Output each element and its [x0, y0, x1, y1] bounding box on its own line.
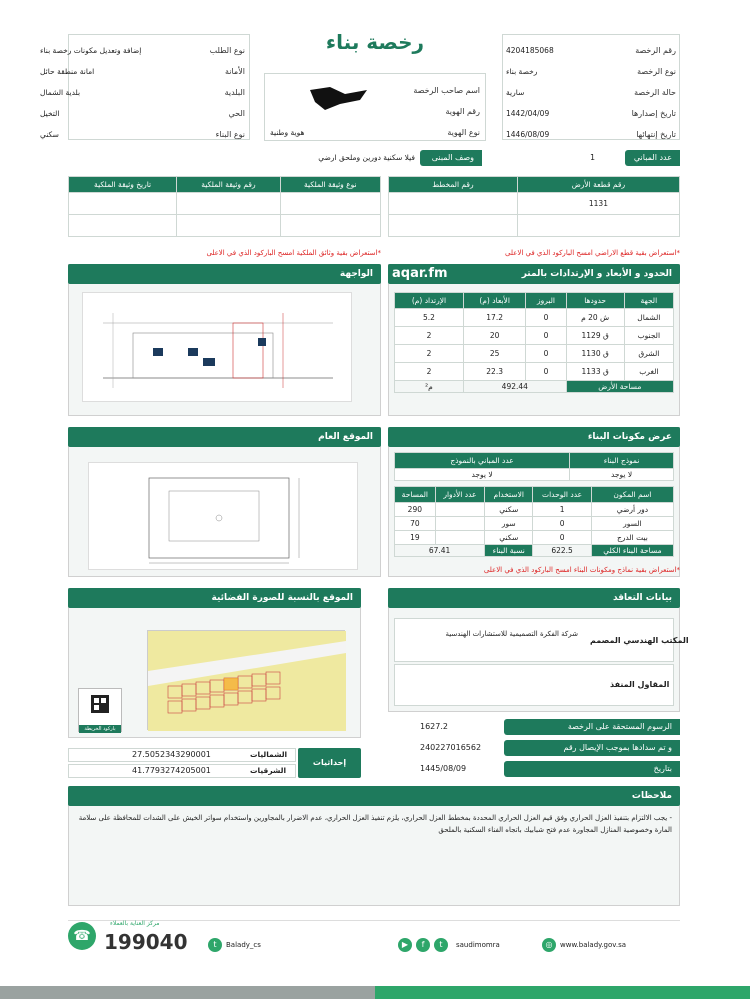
table-cell: 0 — [526, 345, 566, 363]
table-cell — [389, 193, 518, 215]
coords-north-value: 27.5052343290001 — [132, 750, 211, 759]
globe-icon[interactable]: ◎ — [542, 938, 556, 952]
request-info-value: بلدية الشمال — [40, 88, 81, 97]
license-info-value: سارية — [506, 88, 525, 97]
table-cell: 0 — [526, 363, 566, 381]
fee-value-0: 1627.2 — [420, 722, 448, 731]
table-cell — [177, 215, 280, 237]
youtube-icon[interactable]: ▶ — [398, 938, 412, 952]
license-info-label: تاريخ إصدارها — [631, 109, 676, 118]
table-cell: 1 — [533, 503, 591, 517]
table-cell: 17.2 — [463, 309, 525, 327]
table-cell: الشمال — [624, 309, 673, 327]
request-info-value: إضافة وتعديل مكونات رخصة بناء — [40, 46, 142, 55]
table-cell — [435, 517, 484, 531]
column-header: عدد المباني بالنموذج — [395, 453, 570, 469]
contractor-label: المقاول المنفذ — [610, 680, 670, 689]
column-header: تاريخ وثيقة الملكية — [69, 177, 177, 193]
satellite-map — [147, 630, 345, 730]
ownership-table-wrap — [68, 176, 381, 237]
column-header: نوع وثيقة الملكية — [280, 177, 380, 193]
license-info-value: 1442/04/09 — [506, 109, 550, 118]
owner-info-row — [270, 80, 480, 101]
fee-label-2: بتاريخ — [504, 761, 680, 777]
column-header: عدد الأدوار — [435, 487, 484, 503]
request-info-value: التخيل — [40, 109, 60, 118]
request-info-value: سكني — [40, 130, 59, 139]
column-header: رقم المخطط — [389, 177, 518, 193]
table-cell: السور — [591, 517, 673, 531]
license-info-value: 1446/08/09 — [506, 130, 550, 139]
column-header: الإرتداد (م) — [395, 293, 464, 309]
license-info-row — [506, 40, 676, 61]
remarks-header: ملاحظات — [68, 786, 680, 806]
license-info-label: نوع الرخصة — [637, 67, 676, 76]
designer-value: شركة الفكرة التصميمية للاستشارات الهندسية — [445, 630, 578, 638]
column-header: الأبعاد (م) — [463, 293, 525, 309]
watermark-text: aqar.fm — [392, 266, 448, 281]
borders-table-wrap — [394, 292, 674, 393]
table-cell: سكني — [485, 531, 533, 545]
satellite-header: الموقع بالنسبة للصورة الفضائية — [68, 588, 361, 608]
components-note: *استعراض بقية نماذج ومكونات البناء امسح الباركود الذي في الاعلى — [483, 566, 680, 574]
owner-info-label: اسم صاحب الرخصة — [413, 86, 480, 95]
table-cell: ق 1130 — [566, 345, 624, 363]
parcel-map — [148, 631, 346, 731]
coords-east-label: الشرقيات — [250, 766, 287, 775]
request-info-label: نوع الطلب — [209, 46, 245, 55]
table-cell: الجنوب — [624, 327, 673, 345]
column-header: البروز — [526, 293, 566, 309]
qr-icon — [79, 689, 121, 723]
column-header: رقم قطعة الأرض — [517, 177, 679, 193]
table-row — [69, 215, 381, 237]
building-desc-label: وصف المبنى — [420, 150, 482, 166]
license-info-label: حالة الرخصة — [634, 88, 676, 97]
table-cell: 2 — [395, 363, 464, 381]
table-cell: سكني — [485, 503, 533, 517]
owner-info-row — [270, 122, 480, 143]
table-row — [389, 193, 680, 215]
column-header: رقم وثيقة الملكية — [177, 177, 280, 193]
area-value: 492.44 — [463, 381, 566, 393]
table-cell — [517, 215, 679, 237]
owner-info-list — [270, 80, 480, 143]
total-value: 622.5 — [533, 545, 591, 557]
table-row — [395, 363, 674, 381]
table-cell: الشرق — [624, 345, 673, 363]
table-row — [395, 531, 674, 545]
table-cell: 2 — [395, 327, 464, 345]
owner-info-row — [270, 101, 480, 122]
unified-number: 199040 — [104, 930, 188, 954]
table-row — [395, 327, 674, 345]
table-cell: ق 1133 — [566, 363, 624, 381]
table-cell: 0 — [526, 309, 566, 327]
area-unit: م² — [395, 381, 464, 393]
request-info-label: البلدية — [224, 88, 245, 97]
request-info-row — [40, 103, 245, 124]
license-info-row — [506, 82, 676, 103]
table-row — [395, 345, 674, 363]
request-info-label: نوع البناء — [215, 130, 245, 139]
phone-icon: ☎ — [68, 922, 96, 950]
license-info-value: رخصة بناء — [506, 67, 538, 76]
twitter-icon[interactable]: t — [208, 938, 222, 952]
table-cell — [280, 215, 380, 237]
request-info-row — [40, 82, 245, 103]
coords-north-label: الشماليات — [250, 750, 288, 759]
twitter-handle[interactable]: Balady_cs — [226, 941, 261, 949]
license-info-row — [506, 103, 676, 124]
table-cell: 0 — [526, 327, 566, 345]
bottom-strip-gray — [0, 986, 375, 999]
buildings-count-value: 1 — [590, 153, 596, 162]
license-info-list — [506, 40, 676, 145]
components-table — [394, 486, 674, 557]
parcel-table — [388, 176, 680, 237]
request-info-row — [40, 124, 245, 145]
fee-value-2: 1445/08/09 — [420, 764, 467, 773]
table-cell: بيت الدرج — [591, 531, 673, 545]
barcode-label: باركود الخريطة — [79, 725, 121, 733]
request-info-label: الأمانة — [224, 67, 245, 76]
column-header: اسم المكون — [591, 487, 673, 503]
table-row — [395, 503, 674, 517]
column-header: الجهة — [624, 293, 673, 309]
fee-label-1: و تم سدادها بموجب الإيصال رقم — [504, 740, 680, 756]
contract-header: بيانات التعاقد — [388, 588, 680, 608]
fee-label-0: الرسوم المستحقة على الرخصة — [504, 719, 680, 735]
table-cell: 0 — [533, 531, 591, 545]
coords-header: إحداثيات — [298, 748, 361, 778]
table-cell: 0 — [533, 517, 591, 531]
table-cell — [389, 215, 518, 237]
social-handle[interactable]: saudimomra — [456, 941, 500, 949]
parcel-note: *استعراض بقية قطع الاراضي امسح الباركود الذي في الاعلى — [505, 249, 680, 257]
table-cell: دور أرضي — [591, 503, 673, 517]
column-header: عدد الوحدات — [533, 487, 591, 503]
table-cell — [435, 503, 484, 517]
table-row — [395, 309, 674, 327]
components-table-wrap — [394, 486, 674, 557]
model-table-wrap — [394, 452, 674, 481]
table-cell: 1131 — [517, 193, 679, 215]
unified-label: مركز العناية بالعملاء — [110, 920, 160, 927]
owner-info-value: هوية وطنية — [270, 128, 305, 137]
table-cell: ق 1129 — [566, 327, 624, 345]
license-info-label: تاريخ إنتهائها — [636, 130, 676, 139]
ratio-value: 67.41 — [395, 545, 485, 557]
table-cell — [69, 215, 177, 237]
request-info-value: امانة منطقة حائل — [40, 67, 95, 76]
buildings-count-label: عدد المباني — [625, 150, 680, 166]
request-info-list — [40, 40, 245, 145]
remarks-text: - يجب الالتزام بتنفيذ العزل الحراري وفق قيم العزل الحراري المحددة بمخطط العزل الحراري، يلزم تنفيذ العزل الحراري، عدم الاضرار بالمجاورين واستخدام سواتر الخيش على الشدات للمحافظة على سلامة المارة وخصوصية المنازل المجاورة عدم فتح شبابيك باتجاه الفناء السكنية بالملحق — [78, 814, 672, 834]
table-cell: 70 — [395, 517, 436, 531]
column-header: المساحة — [395, 487, 436, 503]
table-cell: الغرب — [624, 363, 673, 381]
facade-header: الواجهة — [68, 264, 381, 284]
parcel-table-wrap — [388, 176, 680, 237]
building-desc-value: فيلا سكنية دورين وملحق ارضي — [318, 153, 415, 162]
ownership-note: *استعراض بقية وثائق الملكية امسح الباركود الذي في الاعلى — [206, 249, 381, 257]
borders-table — [394, 292, 674, 393]
owner-info-label: رقم الهوية — [445, 107, 480, 116]
column-header: حدودها — [566, 293, 624, 309]
table-row — [389, 215, 680, 237]
request-info-row — [40, 40, 245, 61]
twitter-icon-2[interactable]: t — [434, 938, 448, 952]
designer-label: المكتب الهندسي المصمم — [590, 636, 689, 645]
table-cell: ش 20 م — [566, 309, 624, 327]
facebook-icon[interactable]: f — [416, 938, 430, 952]
table-cell: 22.3 — [463, 363, 525, 381]
facade-drawing — [82, 292, 352, 402]
table-cell: 20 — [463, 327, 525, 345]
borders-header: الحدود و الأبعاد و الإرتدادات بالمتر — [388, 264, 680, 284]
page-title: رخصة بناء — [325, 30, 425, 54]
column-header: نموذج البناء — [570, 453, 674, 469]
table-cell — [280, 193, 380, 215]
table-cell: لا يوجد — [395, 469, 570, 481]
website-link[interactable]: www.balady.gov.sa — [560, 941, 627, 949]
license-info-row — [506, 124, 676, 145]
table-cell: 25 — [463, 345, 525, 363]
components-header: عرض مكونات البناء — [388, 427, 680, 447]
table-cell: 290 — [395, 503, 436, 517]
owner-info-label: نوع الهوية — [447, 128, 480, 137]
table-cell: 2 — [395, 345, 464, 363]
site-drawing — [88, 462, 358, 570]
ratio-label: نسبة البناء — [485, 545, 533, 557]
fee-value-1: 240227016562 — [420, 743, 482, 752]
table-row — [69, 193, 381, 215]
bottom-strip-green — [375, 986, 750, 999]
request-info-row — [40, 61, 245, 82]
table-cell — [69, 193, 177, 215]
facade-sketch — [83, 293, 353, 403]
table-cell: 19 — [395, 531, 436, 545]
request-info-label: الحي — [228, 109, 245, 118]
table-row — [395, 517, 674, 531]
table-cell — [435, 531, 484, 545]
area-label: مساحة الأرض — [566, 381, 673, 393]
site-sketch — [89, 463, 359, 571]
table-cell: لا يوجد — [570, 469, 674, 481]
model-table — [394, 452, 674, 481]
table-cell: 5.2 — [395, 309, 464, 327]
table-cell: سور — [485, 517, 533, 531]
license-info-value: 4204185068 — [506, 46, 554, 55]
total-label: مساحة البناء الكلي — [591, 545, 673, 557]
license-info-label: رقم الرخصة — [635, 46, 676, 55]
table-cell — [177, 193, 280, 215]
ownership-table — [68, 176, 381, 237]
license-info-row — [506, 61, 676, 82]
column-header: الاستخدام — [485, 487, 533, 503]
site-header: الموقع العام — [68, 427, 381, 447]
barcode[interactable] — [78, 688, 122, 732]
coords-east-value: 41.7793274205001 — [132, 766, 211, 775]
